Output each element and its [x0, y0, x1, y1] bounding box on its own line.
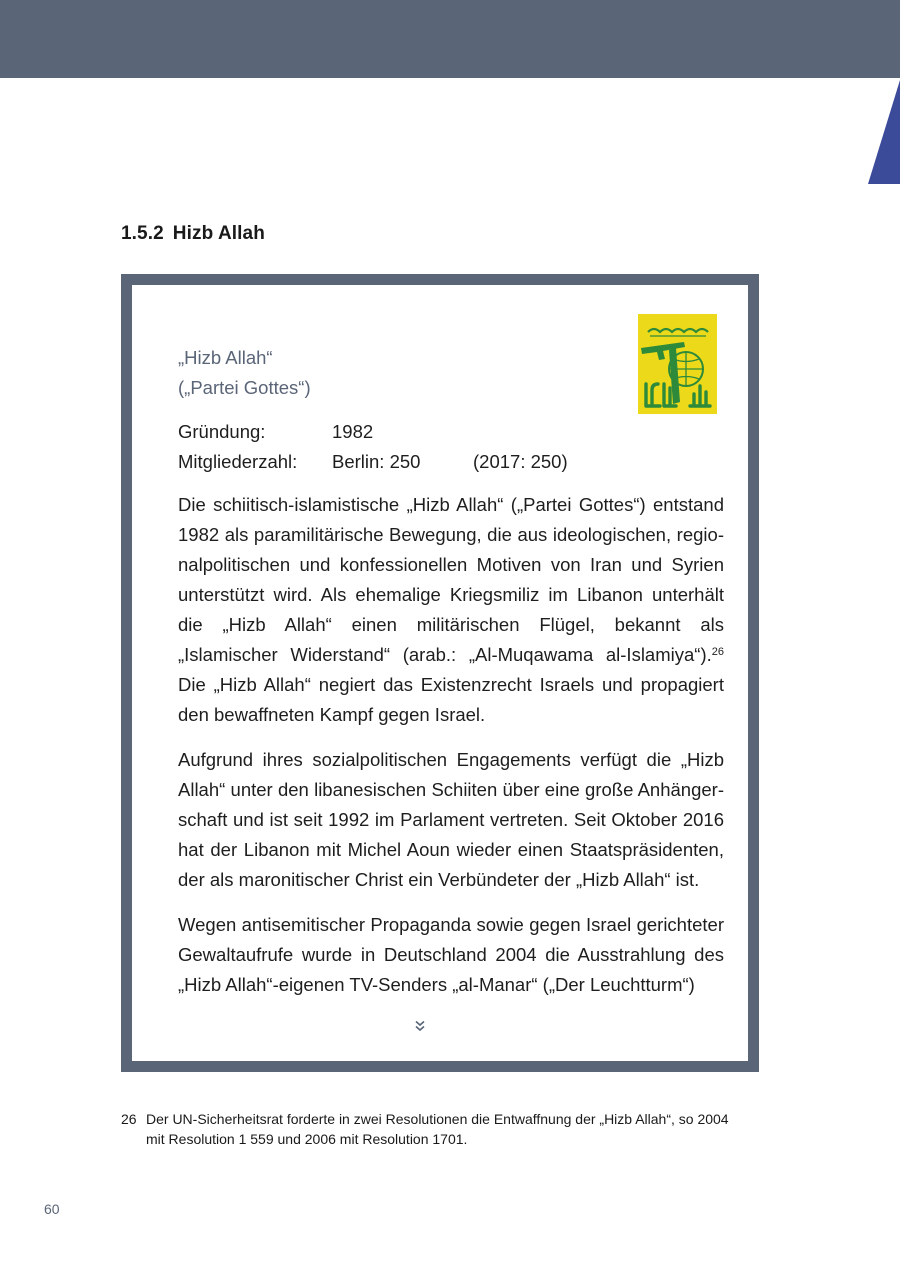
paragraph-1-part-b: Die „Hizb Allah“ negiert das Existenzrecht Israels und propagiert den bewaffneten Kampf gegen Israel. — [178, 674, 724, 725]
paragraph-1-part-a: Die schiitisch-islamistische „Hizb Allah“ („Partei Gottes“) entstand 1982 als paramilitärische Bewegung, die aus ideologischen, regionalpolitischen und konfessionellen Motiven von Iran und Syrien unterstützt wird. Als ehemalige Kriegsmiliz im Libanon unterhält die „Hizb Allah“ einen militärischen Flügel, bekannt als „Islamischer Widerstand“ (arab.: „Al-Muqawama al-Islamiya“). — [178, 494, 724, 665]
fact-label: Mitgliederzahl: — [178, 451, 298, 472]
box-title — [178, 343, 311, 403]
footnote-text: Der UN-Sicherheitsrat forderte in zwei Resolutionen die Entwaffnung der „Hizb Allah“, so 2004 mit Resolution 1 559 und 2006 mit Resolution 1701. — [146, 1111, 729, 1147]
box-body — [178, 490, 724, 1015]
footnote — [121, 1109, 741, 1149]
page-number: 60 — [44, 1201, 60, 1217]
info-box — [121, 274, 759, 1072]
paragraph-2: Aufgrund ihres sozialpolitischen Engagements verfügt die „Hizb Allah“ unter den libanesischen Schiiten über eine große Anhängerschaft und ist seit 1992 im Parlament vertreten. Seit Oktober 2016 hat der Libanon mit Michel Aoun wieder einen Staatspräsidenten, der als maronitischer Christ ein Verbündeter der „Hizb Allah“ ist. — [178, 749, 724, 890]
footnote-number: 26 — [121, 1111, 137, 1127]
paragraph-1 — [178, 490, 724, 730]
double-chevron-down-icon — [414, 1020, 426, 1032]
paragraph-3: Wegen antisemitischer Propaganda sowie gegen Israel gerichteter Gewaltaufrufe wurde in Deutschland 2004 die Ausstrahlung des „Hizb Allah“-eigenen TV-Senders „al-Manar“ („Der Leuchtturm“) — [178, 914, 724, 995]
fact-value: 1982 — [332, 421, 374, 442]
box-title-translation: („Partei Gottes“) — [178, 377, 311, 398]
footnote-reference[interactable]: 26 — [711, 646, 724, 658]
box-title-name: „Hizb Allah“ — [178, 347, 273, 368]
section-title: Hizb Allah — [172, 223, 265, 244]
chapter-tab-marker — [868, 80, 900, 184]
fact-previous-year: (2017: 250) — [473, 451, 568, 472]
section-number: 1.5.2 — [121, 223, 164, 244]
fact-label: Gründung: — [178, 421, 266, 442]
section-heading — [121, 223, 265, 245]
fact-value: Berlin: 250 — [332, 451, 421, 472]
hizb-allah-flag-logo-icon — [638, 314, 717, 414]
header-band — [0, 0, 900, 78]
